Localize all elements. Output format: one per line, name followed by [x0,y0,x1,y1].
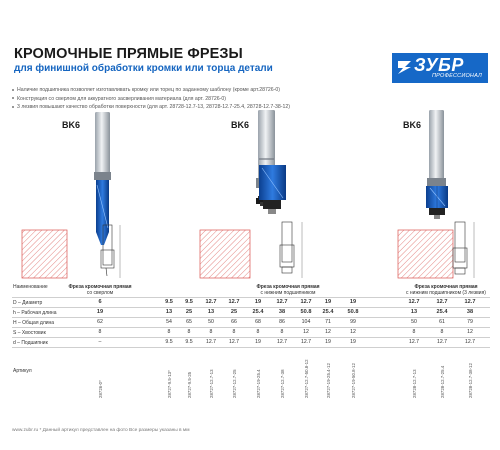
table-cell: 12 [467,329,473,335]
row-label: Артикул [13,368,32,374]
table-cell: 25 [230,309,238,315]
table-cell: 99 [350,319,356,325]
group-header-1: Фреза кромочная прямая со сверлом [68,284,132,296]
table-cell: 12.7 [228,299,240,305]
feature-item: Конструкция со сверлом для аккуратного засверливания материала (для арт. 28726-0) [12,95,290,104]
table-cell: 12.7 [276,299,288,305]
table-cell: 19 [349,299,357,305]
table-cell: – [98,339,102,345]
row-label: S – Хвостовик [13,330,46,336]
row-divider [12,297,490,298]
article-code: 28727-19-25.4 [256,369,261,398]
article-code: 28727-19-50.8-12 [351,363,356,398]
group-header-2: Фреза кромочная прямая с нижним подшипником [256,284,320,296]
article-code: 28728-12.7-38-12 [468,363,473,398]
row-divider [12,347,490,348]
table-cell: 68 [255,319,261,325]
table-cell: 19 [254,299,262,305]
table-cell: 25.4 [252,309,264,315]
page-title: КРОМОЧНЫЕ ПРЯМЫЕ ФРЕЗЫ [14,46,243,62]
footer-note: www.zubr.ru * Данный артикул представлен на фото Все размеры указаны в мм [12,428,190,433]
profile-diagram-2 [200,222,302,278]
feature-item: 3 лезвия повышают качество обработки поверхности (для арт. 28728-12.7-13, 28728-12.7-25.4, 28728-12.7-38-12) [12,103,290,112]
table-cell: 12.7 [300,339,312,345]
table-cell: 25.4 [436,309,448,315]
group-header-3: Фреза кромочная прямая с нижним подшипником (3 лезвия) [406,284,486,296]
table-cell: 12 [350,329,356,335]
table-cell: 13 [207,309,215,315]
table-cell: 8 [440,329,444,335]
table-cell: 62 [97,319,103,325]
table-cell: 19 [325,339,331,345]
table-cell: 8 [209,329,213,335]
table-cell: 19 [350,339,356,345]
row-label: h – Рабочая длина [13,310,57,316]
table-cell: 54 [166,319,172,325]
table-cell: 19 [255,339,261,345]
row-label: d – Подшипник [13,340,48,346]
article-code: 28728-12.7-13 [412,369,417,398]
table-cell: 66 [231,319,237,325]
cutter-3blade-image [426,110,448,219]
material-badge: BK6 [231,120,250,130]
table-cell: 12.7 [408,339,420,345]
table-cell: 12.7 [205,299,217,305]
table-cell: 9.5 [185,339,193,345]
cutter-bearing-image [256,110,286,214]
row-label: Наименование [13,284,48,290]
table-cell: 12.7 [300,299,312,305]
table-cell: 38 [466,309,474,315]
article-code: 28727-12.7-13 [209,369,214,398]
table-cell: 13 [410,309,418,315]
article-code: 28727-12.7-50.8-12 [304,359,309,398]
table-cell: 12.7 [205,339,217,345]
table-cell: 25 [185,309,193,315]
table-cell: 25.4 [322,309,334,315]
brand-tagline: ПРОФЕССИОНАЛ [432,73,482,79]
table-cell: 8 [256,329,260,335]
table-cell: 12 [325,329,331,335]
table-cell: 12.7 [276,339,288,345]
feature-item: Наличие подшипника позволяет изготавливать кромку или торец по заданному шаблону (кроме арт.28726-0) [12,86,290,95]
table-cell: 9.5 [185,299,193,305]
table-cell: 8 [98,329,102,335]
table-cell: 50 [411,319,417,325]
table-cell: 8 [167,329,171,335]
table-cell: 71 [325,319,331,325]
article-code: 28727-9.5-13* [167,370,172,398]
table-cell: 86 [279,319,285,325]
article-code: 28726-0* [98,380,103,398]
table-cell: 12.7 [436,339,448,345]
table-cell: 50.8 [347,309,359,315]
profile-diagram-3 [398,222,474,278]
row-label: H – Общая длина [13,320,55,326]
table-cell: 12.7 [464,339,476,345]
table-cell: 50.8 [300,309,312,315]
table-cell: 8 [187,329,191,335]
table-cell: 50 [208,319,214,325]
article-code: 28727-12.7-25 [232,369,237,398]
material-badge: BK6 [403,120,422,130]
table-cell: 12.7 [464,299,476,305]
table-cell: 12.7 [408,299,420,305]
page-subtitle: для финишной обработки кромки или торца детали [14,63,273,74]
row-divider [12,337,490,338]
table-cell: 12.7 [228,339,240,345]
table-cell: 19 [96,309,104,315]
table-cell: 13 [165,309,173,315]
table-cell: 61 [439,319,445,325]
table-cell: 8 [280,329,284,335]
table-cell: 8 [412,329,416,335]
row-divider [12,307,490,308]
table-cell: 104 [301,319,311,325]
table-cell: 9.5 [165,339,173,345]
row-label: D – Диаметр [13,300,43,306]
article-code: 28727-19-25.4-12 [326,363,331,398]
row-divider [12,327,490,328]
article-code: 28727-12.7-38 [280,369,285,398]
table-cell: 9.5 [165,299,173,305]
table-cell: 12.7 [436,299,448,305]
row-divider [12,317,490,318]
table-cell: 38 [278,309,286,315]
table-cell: 6 [98,299,102,305]
article-code: 28728-12.7-25.4 [440,365,445,398]
material-badge: BK6 [62,120,81,130]
table-cell: 65 [186,319,192,325]
article-code: 28727-9.5-25 [187,371,192,398]
table-cell: 12 [303,329,309,335]
table-cell: 19 [324,299,332,305]
table-cell: 79 [467,319,473,325]
brand-name: ЗУБР [414,55,464,75]
table-cell: 8 [232,329,236,335]
